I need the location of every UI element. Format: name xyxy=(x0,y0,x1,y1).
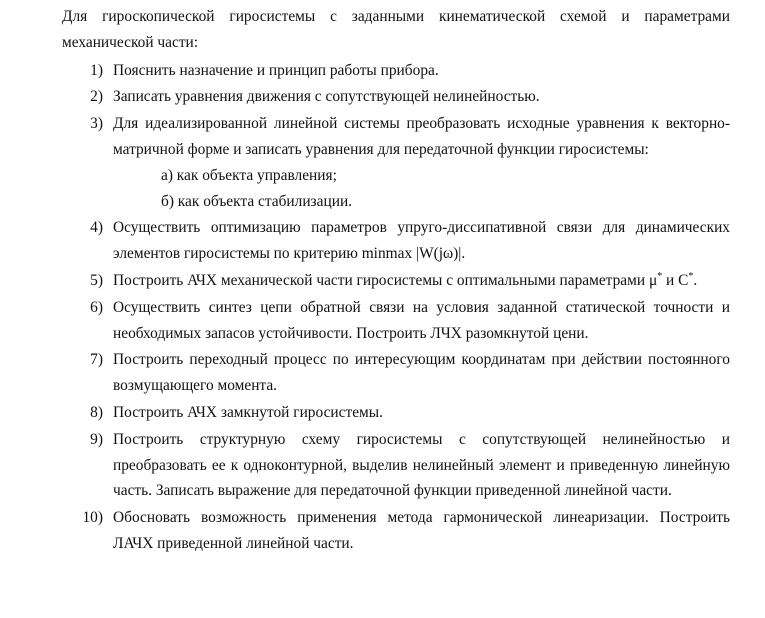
task-list xyxy=(62,58,730,557)
item-text: Осуществить оптимизацию параметров упруго-диссипативной связи для динамических элементов гиросистемы по критерию minmax |W(jω)|. xyxy=(113,219,730,263)
sub-item-b: б) как объекта стабилизации. xyxy=(161,192,353,210)
item-text: Осуществить синтез цепи обратной связи на условия заданной статической точности и необходимых запасов устойчивости. Построить ЛЧХ разомкнутой цени. xyxy=(113,298,730,342)
item-number: 6) xyxy=(90,298,103,316)
item-number: 1) xyxy=(90,61,103,79)
item-number: 9) xyxy=(90,430,103,448)
list-item-10 xyxy=(62,505,730,557)
list-item-6 xyxy=(62,295,730,347)
list-item-5 xyxy=(62,268,730,294)
list-item-7 xyxy=(62,347,730,399)
list-item-9 xyxy=(62,427,730,504)
list-item-3 xyxy=(62,111,730,214)
item-text: Построить переходный процесс по интересующим координатам при действии постоянного возмущающего момента. xyxy=(113,351,730,395)
item-number: 10) xyxy=(82,509,103,527)
item-number: 3) xyxy=(90,115,103,133)
intro-paragraph: Для гироскопической гиросистемы с заданными кинематической схемой и параметрами механической части: xyxy=(62,8,730,51)
item-text: Для идеализированной линейной системы преобразовать исходные уравнения к векторно-матричной форме и записать уравнения для передаточной функции гиросистемы: xyxy=(113,115,730,158)
list-item-8 xyxy=(62,400,730,426)
document-page xyxy=(62,4,730,557)
sub-item-a: а) как объекта управления; xyxy=(161,166,337,184)
item-text: Построить АЧХ механической части гиросистемы с оптимальными параметрами μ* и С*. xyxy=(113,270,698,289)
sub-list xyxy=(113,163,730,215)
item-number: 8) xyxy=(90,403,103,421)
item-text: Обосновать возможность применения метода гармонической линеаризации. Построить ЛАЧХ приведенной линейной части. xyxy=(113,509,730,552)
list-item-1 xyxy=(62,58,730,84)
item-number: 2) xyxy=(90,88,103,106)
list-item-4 xyxy=(62,215,730,267)
item-text: Записать уравнения движения с сопутствующей нелинейностью. xyxy=(113,88,540,106)
item-number: 5) xyxy=(90,271,103,289)
item-text: Построить структурную схему гиросистемы с сопутствующей нелинейностью и преобразовать ее к одноконтурной, выделив нелинейный элемент и приведенную линейную часть. Записать выражение для передаточной функции приведенной линейной части. xyxy=(113,430,730,500)
item-text: Пояснить назначение и принцип работы прибора. xyxy=(113,61,439,79)
list-item-2 xyxy=(62,84,730,110)
item-number: 7) xyxy=(90,351,103,369)
item-text: Построить АЧХ замкнутой гиросистемы. xyxy=(113,403,383,421)
item-number: 4) xyxy=(90,219,103,237)
